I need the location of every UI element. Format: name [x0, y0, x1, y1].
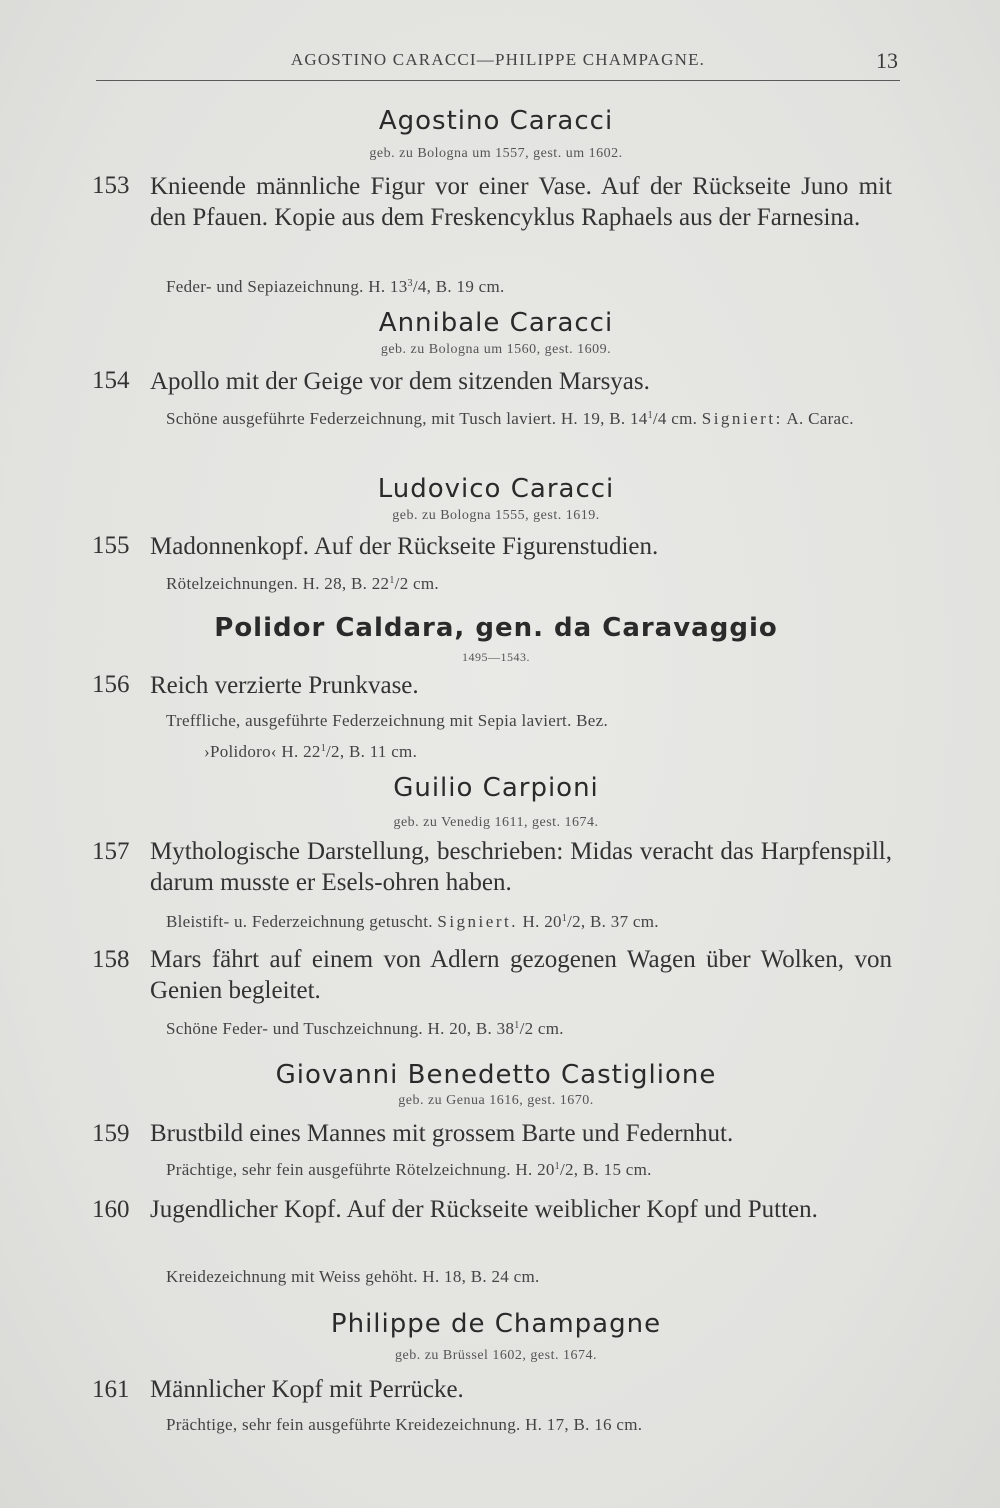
artist-heading: Agostino Caracci — [378, 106, 614, 136]
artist-heading: Giovanni Benedetto Castiglione — [275, 1060, 717, 1090]
artist-dates: geb. zu Genua 1616, gest. 1670. — [398, 1093, 594, 1108]
artist-dates: 1495—1543. — [462, 650, 530, 664]
lot-detail: Prächtige, sehr fein ausgeführte Rötelzeichnung. H. $20^1/2$, B. 15 cm. — [166, 1160, 652, 1179]
running-title: AGOSTINO CARACCI—PHILIPPE CHAMPAGNE. — [290, 50, 706, 69]
lot-detail: Kreidezeichnung mit Weiss gehöht. H. 18, B. 24 cm. — [166, 1267, 540, 1286]
page-number: 13 — [876, 48, 898, 73]
artist-heading: Guilio Carpioni — [393, 773, 599, 803]
artist-heading: Ludovico Caracci — [377, 474, 615, 504]
artist-heading: Polidor Caldara, gen. da Caravaggio — [214, 613, 778, 643]
lot-number: 155 — [92, 532, 130, 559]
lot-detail: Treffliche, ausgeführte Federzeichnung mit Sepia laviert. Bez. ›Polidoro‹ H. $22^1/2$, B. 11 cm. — [166, 711, 609, 761]
artist-heading: Philippe de Champagne — [330, 1309, 662, 1339]
lot-detail: Prächtige, sehr fein ausgeführte Kreidezeichnung. H. 17, B. 16 cm. — [166, 1415, 643, 1434]
lot-number: 160 — [92, 1196, 130, 1223]
lot-title: Knieende männliche Figur vor einer Vase. Auf der Rückseite Juno mit den Pfauen. Kopie aus dem Freskencyklus Raphaels aus der Farnesina. — [150, 173, 892, 231]
lot-detail: Feder- und Sepiazeichnung. H. $13^3/4$, B. 19 cm. — [166, 277, 505, 296]
lot-title: Mars fährt auf einem von Adlern gezogenen Wagen über Wolken, von Genien begleitet. — [150, 946, 892, 1004]
lot-detail: Bleistift- u. Federzeichnung getuscht. Signiert. H. $20^1/2$, B. 37 cm. — [166, 912, 659, 931]
lot-title: Brustbild eines Mannes mit grossem Barte und Federnhut. — [150, 1120, 734, 1147]
lot-title: Apollo mit der Geige vor dem sitzenden Marsyas. — [150, 368, 650, 395]
lot-title: Reich verzierte Prunkvase. — [150, 672, 419, 699]
artist-dates: geb. zu Bologna um 1557, gest. um 1602. — [369, 146, 623, 161]
lot-number: 156 — [92, 671, 130, 698]
lot-number: 161 — [92, 1376, 130, 1403]
artist-heading: Annibale Caracci — [378, 308, 614, 338]
lot-title: Jugendlicher Kopf. Auf der Rückseite weiblicher Kopf und Putten. — [150, 1196, 818, 1223]
lot-title: Madonnenkopf. Auf der Rückseite Figurenstudien. — [150, 533, 659, 560]
artist-dates: geb. zu Bologna um 1560, gest. 1609. — [380, 342, 612, 357]
lot-number: 159 — [92, 1120, 130, 1147]
running-head — [96, 46, 900, 81]
lot-title: Männlicher Kopf mit Perrücke. — [150, 1376, 464, 1403]
lot-detail: Schöne Feder- und Tuschzeichnung. H. 20, B. $38^1/2$ cm. — [166, 1019, 564, 1038]
artist-dates: geb. zu Venedig 1611, gest. 1674. — [393, 815, 599, 830]
lot-number: 158 — [92, 946, 130, 973]
lot-number: 154 — [92, 367, 130, 394]
lot-detail: Rötelzeichnungen. H. 28, B. $22^1/2$ cm. — [166, 574, 439, 593]
lot-number: 153 — [92, 172, 130, 199]
lot-number: 157 — [92, 838, 130, 865]
artist-dates: geb. zu Brüssel 1602, gest. 1674. — [395, 1348, 597, 1363]
lot-title: Mythologische Darstellung, beschrieben: Midas veracht das Harpfenspill, darum musste er Esels-ohren haben. — [150, 838, 892, 896]
artist-dates: geb. zu Bologna 1555, gest. 1619. — [392, 508, 600, 523]
lot-detail: Schöne ausgeführte Federzeichnung, mit Tusch laviert. H. 19, B. $14^1/4$ cm. Signiert: A. Carac. — [166, 409, 854, 428]
